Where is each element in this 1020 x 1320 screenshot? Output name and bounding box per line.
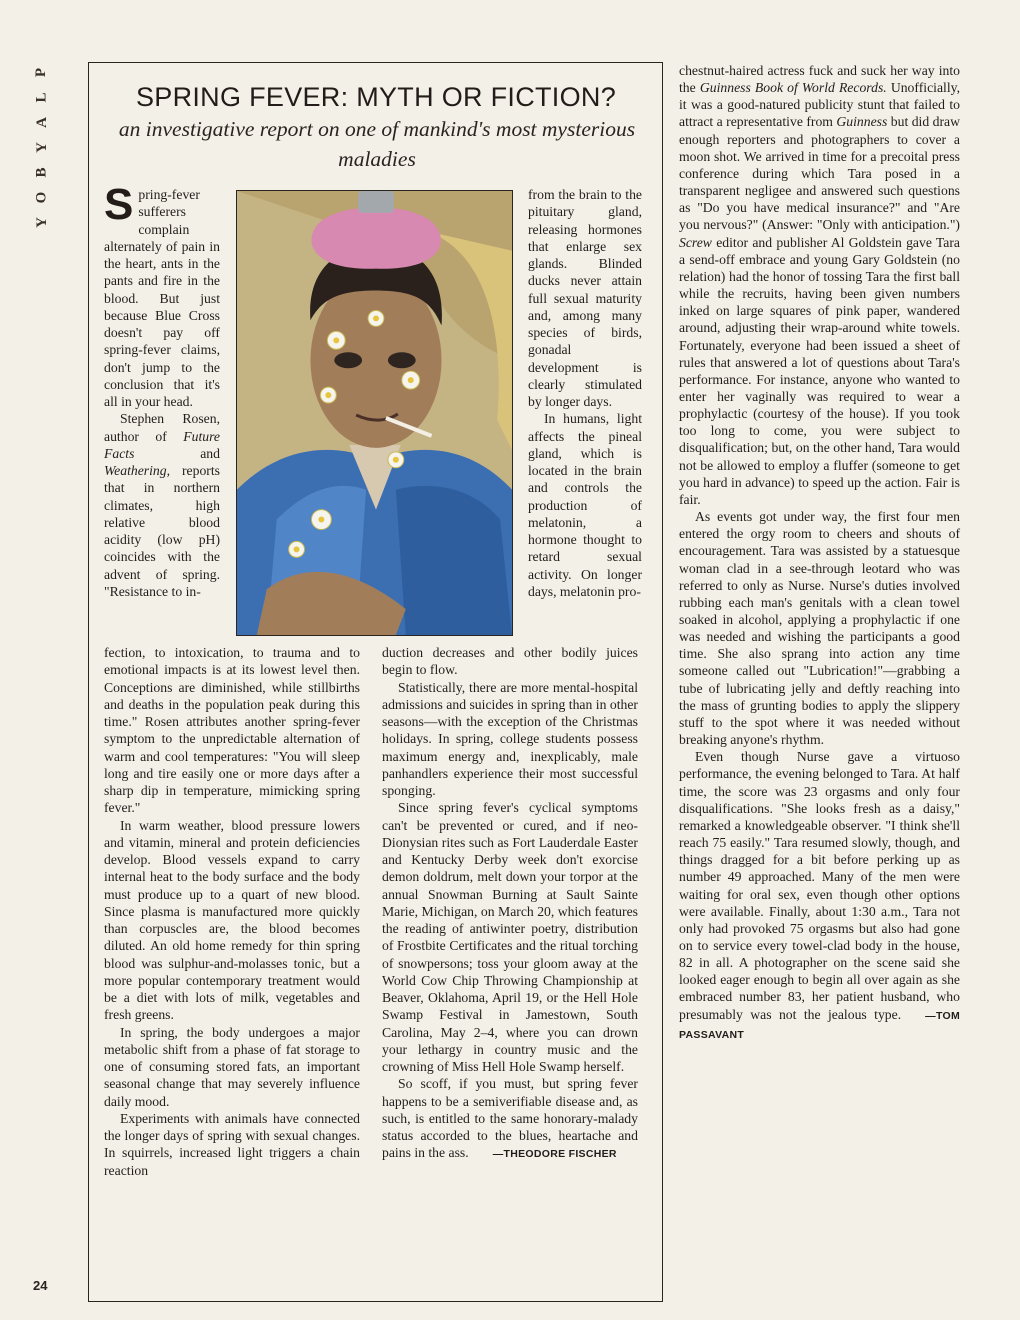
article1-column-right-bottom [382, 644, 638, 1164]
paragraph: Since spring fever's cyclical symptoms can't be prevented or cured, and if neo-Dionysian rites such as Fort Lauderdale Easter and Kentucky Derby week don't exorcise demon doldrum, melt down your torpor at the annual Snowman Burning at Sault Sainte Marie, Michigan, on March 20, which features the reading of antiwinter poetry, distribution of Frostbite Certificates and the ritual torching of snowpersons; toss your gloom away at the World Cow Chip Throwing Championship at Beaver, Oklahoma, April 19, or the Hell Hole Swamp Festival in Jamestown, South Carolina, May 2–4, where you can drown your lethargy in country music and the crowning of Miss Hell Hole Swamp herself. [382, 800, 638, 1074]
paragraph: duction decreases and other bodily juices begin to flow. [382, 645, 638, 678]
paragraph: As events got under way, the first four men entered the orgy room to cheers and shouts of encouragement. Tara was assisted by a statuesque woman clad in a see-through leotard who was referred to only as Nurse. Nurse's duties involved rubbing each man's genitals with a clean towel soaked in alcohol, applying a prophylactic if one was needed and wishing the participants a good time. She also sprang into action any time someone called out "Lubrication!"—grabbing a tube of lubricating jelly and deftly reaching into the mass of grunting bodies to apply the slippery stuff to the spot where it was needed without breaking anyone's rhythm. [679, 509, 960, 748]
paragraph [679, 62, 960, 508]
magazine-title: Screw [679, 234, 712, 250]
book-title: Guinness [836, 114, 888, 130]
illustration-art [237, 191, 512, 635]
sidebar-letter: Y [33, 142, 50, 153]
sidebar-letter: P [33, 67, 50, 78]
paragraph: fection, to intoxication, to trauma and to emotional impacts is at its lowest level then. Conceptions are diminished, while stillbirths and deaths in the population peak during this time." Rosen attributes another spring-fever symptom to the unpredictable alternation of warm and cool temperatures: "You will sleep long and tire easily one or more days after a sharp dip in temperature, mimicking spring fever." [104, 645, 360, 816]
book-title: Future Facts [104, 428, 220, 461]
paragraph: from the brain to the pituitary gland, releasing hormones that enlarge sex glands. Blinded ducks never attain full sexual maturity and, among many species of birds, gonadal development is clearly stimulated by longer days. [528, 187, 642, 409]
text-run: Unofficially, it was a good-natured publicity stunt that failed to attract a representative from [679, 80, 961, 130]
illustration-man-with-ice-bag [236, 190, 513, 636]
sidebar-letter: L [33, 92, 50, 103]
text-run: Stephen Rosen, author of [104, 411, 220, 444]
text-run: but did draw enough reporters and photographers to cover a moon shot. We arrived in time for a precoital press conference during which Tara posed in a transparent negligee and answered such questions as "Do you have medical insurance?" and "Are you nervous?" (Answer: "Only with anticipation.") [679, 114, 960, 233]
article1-column-left-bottom [104, 644, 360, 1179]
paragraph: Statistically, there are more mental-hospital admissions and suicides in spring than in other seasons—with the exception of the Christmas holidays. In spring, college students possess maximum energy and, inexplicably, male panhandlers experience their most successful sponging. [382, 679, 638, 798]
text-run: and [200, 445, 220, 461]
text-run: editor and publisher Al Goldstein gave Tara a send-off embrace and young Gary Goldstein (no relation) had the honor of tossing Tara the first ball while the recruits, having been given numbers inked on large squares of pink paper, wandered around, adjusting their wrap-around white towels. Fortunately, everyone had been issued a sheet of rules that answered a lot of questions about Tara's performance. For instance, anyone who wanted to enter her vaginally was required to wear a prophylactic (courtesy of the house). If you took too long to come, you were subject to disqualification; but, on the other hand, Tara would not be allowed to employ a fluffer (someone to get you hard in advance) to speed up the action. Fair is fair. [679, 234, 961, 507]
sidebar-letter: Y [33, 217, 50, 228]
paragraph-text: So scoff, if you must, but spring fever happens to be a semiverifiable disease and, as such, is entitled to the same honorary-malady status accorded to the blues, heartache and pains in the ass. [382, 1076, 638, 1161]
paragraph: Experiments with animals have connected the longer days of spring with sexual changes. In squirrels, increased light triggers a chain reaction [104, 1110, 360, 1178]
paragraph [104, 180, 220, 410]
byline: —THEODORE FISCHER [492, 1148, 617, 1161]
paragraph: In spring, the body undergoes a major metabolic shift from a phase of fat storage to one of consuming stored fats, an important seasonal change that may severely influence daily mood. [104, 1024, 360, 1109]
paragraph: In humans, light affects the pineal gland, which is located in the brain and controls the production of melatonin, a hormone thought to retard sexual activity. On longer days, melatonin pro- [528, 411, 642, 599]
article1-column-right-top [528, 186, 642, 600]
drop-cap: S [104, 180, 134, 229]
article2-column [679, 62, 960, 1044]
byline: —TOM PASSAVANT [679, 1009, 960, 1041]
article-subhead: an investigative report on one of mankind's most mysterious maladies [118, 117, 636, 171]
paragraph [382, 1075, 638, 1163]
text-run: reports that in northern climates, high relative blood acidity (low pH) coincides with the advent of spring. "Resistance to in- [104, 463, 220, 599]
paragraph [679, 748, 960, 1044]
text-run: chestnut-haired actress fuck and suck her way into the [679, 63, 960, 96]
article1-column-left-top [104, 180, 220, 600]
page-number: 24 [33, 1278, 48, 1293]
paragraph-text: Even though Nurse gave a virtuoso performance, the evening belonged to Tara. At half time, the score was 23 orgasms and only four disqualifications. "She looks fresh as a daisy," remarked a knowledgeable observer. "I think she'll reach 75 easily." Tara resumed slowly, though, and things dragged for a bit before perking up as number 49 approached. Many of the men were waiting for oral sex, even though other options were available. Finally, about 1:30 a.m., Tara not only had provoked 75 orgasms but also had gone on to service every towel-clad body in the house, 82 in all. A photographer on the scene said she looked eager enough to begin all over again as she embraced number 83, her patient husband, who presumably was not the jealous type. [679, 749, 960, 1022]
article-headline: SPRING FEVER: MYTH OR FICTION? [135, 82, 617, 112]
sidebar-letter: O [33, 191, 50, 204]
book-title: Weathering, [104, 463, 171, 478]
sidebar-letter: A [33, 117, 50, 128]
sidebar-letter: B [33, 167, 50, 178]
paragraph: In warm weather, blood pressure lowers and vitamin, mineral and protein deficiencies develop. Blood vessels expand to carry internal heat to the body surface and the body must produce up to a quart of new blood. Since plasma is manufactured more quickly than corpuscles are, the blood becomes diluted. An old home remedy for thin spring blood was sulphur-and-molasses tonic, but a more popular contemporary treatment would be a diet with lots of milk, vegetables and fresh greens. [104, 817, 360, 1023]
paragraph [104, 410, 220, 600]
paragraph-text: pring-fever sufferers complain alternately of pain in the heart, ants in the pants and fire in the blood. But just because Blue Cross doesn't pay off spring-fever claims, don't jump to the conclusion that it's all in your head. [104, 187, 220, 409]
magazine-sidebar-name [31, 60, 53, 235]
book-title: Guinness Book of World Records. [699, 80, 887, 96]
